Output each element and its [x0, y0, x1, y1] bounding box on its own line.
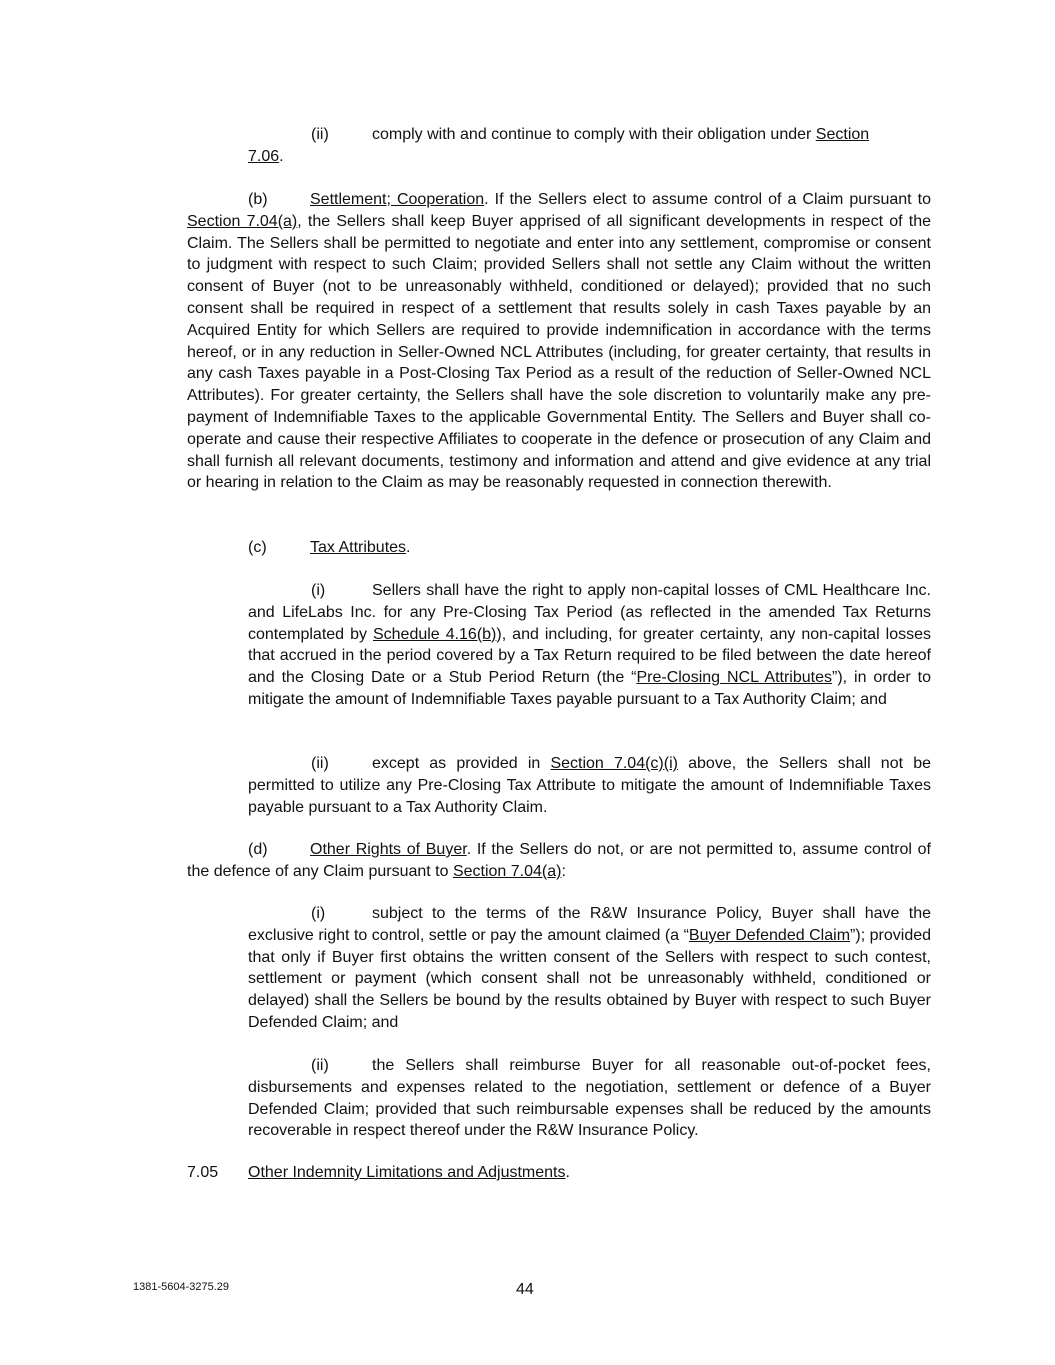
clause-text: except as provided in — [372, 755, 551, 772]
paragraph-heading: Tax Attributes — [310, 539, 407, 556]
paragraph-text: . If the Sellers elect to assume control of a Claim pursuant to — [484, 191, 931, 208]
section-reference: 7.06 — [248, 147, 280, 165]
clause-c-i — [248, 580, 931, 711]
paragraph-b-settlement-cooperation — [187, 189, 931, 494]
clause-d-ii — [248, 1055, 931, 1142]
punctuation: . — [406, 539, 411, 556]
section-7-05-heading — [187, 1162, 931, 1184]
punctuation: : — [561, 862, 566, 880]
punctuation: . — [279, 147, 284, 165]
section-heading: Other Indemnity Limitations and Adjustments — [248, 1164, 566, 1181]
clause-marker: (i) — [311, 582, 326, 599]
clause-text: Sellers shall have the right to apply non-capital losses of CML Healthcare Inc. and LifeLabs Inc. for any Pre-Closing Tax Period (as reflected in the amended Tax Returns contemplated by — [248, 582, 931, 643]
footer-document-id: 1381-5604-3275.29 — [133, 1281, 230, 1293]
clause-c-ii — [248, 753, 931, 818]
clause-d-i — [248, 903, 931, 1034]
clause-marker: (i) — [311, 905, 326, 922]
clause-marker: (ii) — [311, 126, 329, 143]
paragraph-text: , the Sellers shall keep Buyer apprised of all significant developments in respect of the Claim. The Sellers shall be permitted to negotiate and enter into any settlement, compromise or consent to judgment with respect to such Claim; provided Sellers shall not settle any Claim without the written consent of Buyer (not to be unreasonably withheld, conditioned or delayed); provided that no such consent shall be required in respect of a settlement that results solely in cash Taxes payable by an Acquired Entity for which Sellers are required to provide indemnification in accordance with the terms hereof, or in any reduction in Seller-Owned NCL Attributes (including, for greater certainty, that results in any cash Taxes payable in a Post-Closing Tax Period as a result of the reduction of Seller-Owned NCL Attributes). For greater certainty, the Sellers shall have the sole discretion to voluntarily make any pre-payment of Indemnifiable Taxes to the applicable Governmental Entity. The Sellers and Buyer shall co-operate and cause their respective Affiliates to cooperate in the defence or prosecution of any Claim and shall furnish all relevant documents, testimony and information and attend and give evidence at any trial or hearing in relation to the Claim as may be reasonably requested in connection therewith. — [187, 212, 931, 492]
section-reference: Section 7.04(c)(i) — [550, 755, 678, 772]
schedule-reference: Schedule 4.16(b) — [372, 625, 497, 643]
paragraph-marker: (d) — [248, 841, 268, 858]
clause-text: the Sellers shall reimburse Buyer for all reasonable out-of-pocket fees, disbursements and expenses related to the negotiation, settlement or defence of a Buyer Defended Claim; provided that such reimbursable expenses shall be reduced by the amounts recoverable in respect thereof under the R&W Insurance Policy. — [248, 1057, 931, 1140]
section-reference: Section — [815, 126, 870, 143]
page-number: 44 — [516, 1281, 534, 1298]
clause-text: ”); provided that only if Buyer first obtains the written consent of the Sellers with respect to such contest, settlement or payment (which consent shall not be unreasonably withheld, conditioned or delayed) shall the Sellers be bound by the results obtained by Buyer with respect to such Buyer Defended Claim; and — [248, 926, 932, 1031]
clause-text: above, the Sellers shall not be permitted to utilize any Pre-Closing Tax Attribute to mitigate the amount of Indemnifiable Taxes payable pursuant to a Tax Authority Claim. — [248, 755, 931, 816]
defined-term: Buyer Defended Claim — [688, 926, 851, 944]
paragraph-marker: (b) — [248, 191, 268, 208]
section-number: 7.05 — [187, 1164, 219, 1181]
paragraph-heading: Other Rights of Buyer — [310, 841, 467, 858]
clause-ii-section-7-06 — [248, 124, 931, 168]
paragraph-d-other-rights-of-buyer — [187, 839, 931, 883]
defined-term: Pre-Closing NCL Attributes — [636, 669, 833, 687]
paragraph-heading: Settlement; Cooperation — [310, 191, 485, 208]
clause-text: subject to the terms of the R&W Insurance Policy, Buyer shall have the exclusive right to control, settle or pay the amount claimed (a “ — [248, 905, 931, 944]
clause-text: ), and including, for greater certainty, any non-capital losses that accrued in the period covered by a Tax Return required to be filed between the date hereof and the Closing Date or a Stub Period Return (the “ — [248, 625, 931, 687]
section-reference: Section 7.04(a) — [187, 212, 298, 230]
clause-text: ”), in order to mitigate the amount of Indemnifiable Taxes payable pursuant to a Tax Authority Claim; and — [248, 669, 932, 708]
clause-marker: (ii) — [311, 1057, 329, 1074]
clause-marker: (ii) — [311, 755, 329, 772]
punctuation: . — [565, 1164, 570, 1181]
paragraph-c-tax-attributes — [248, 537, 931, 559]
paragraph-text: . If the Sellers do not, or are not permitted to, assume control of the defence of any Claim pursuant to — [187, 841, 931, 880]
paragraph-marker: (c) — [248, 539, 267, 556]
clause-text: comply with and continue to comply with their obligation under — [372, 126, 816, 143]
section-reference: Section 7.04(a) — [452, 862, 562, 880]
